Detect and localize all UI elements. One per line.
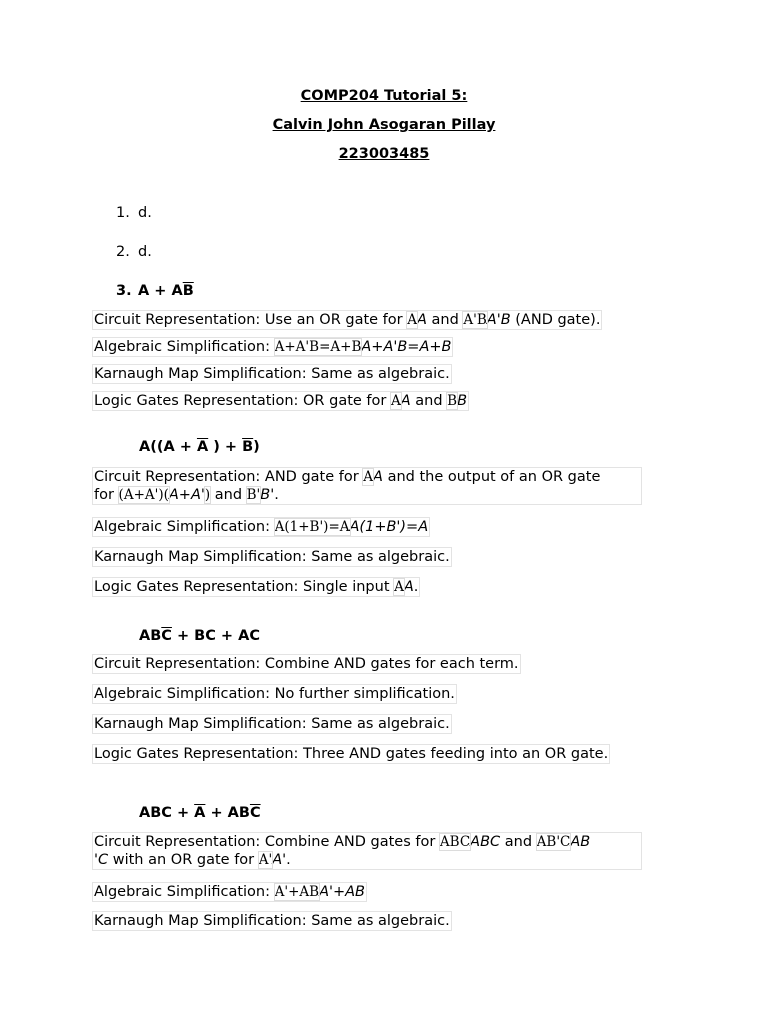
answer-1-text: d. [138,205,152,221]
expr1-heading [138,283,194,299]
answer-2-text: d. [138,244,152,260]
text-run: for [94,487,119,503]
expr2-part-e: ) [253,439,260,455]
expr3-heading [139,628,260,644]
text-run: (AND gate). [510,312,601,328]
math-italic-run: A' [272,852,287,868]
math-run: A'B [463,312,487,328]
expr3-part-c: + BC + AC [171,628,260,644]
math-run: AB'C [536,834,571,850]
math-italic-run: ABC [470,834,501,850]
math-run: ) [204,487,211,503]
text-run: with an OR gate for [108,852,259,868]
math-run: B' [246,487,261,503]
expr3-part-b: $\overline{C}$ [161,628,172,644]
math-italic-run: B' [260,487,275,503]
expr1-algebraic-line [93,338,452,356]
expr3-part-a: AB [139,628,162,644]
author-name: Calvin John Asogaran Pillay [272,117,496,133]
answer-1-number: 1. [116,205,130,221]
math-italic-run: A(1+B')=A [349,519,429,535]
expr4-part-a: ABC + [139,805,195,821]
expr2-part-d: $\overline{B}$ [242,439,254,455]
math-italic-run: AB [570,834,591,850]
expr2-algebraic-line [93,518,429,536]
math-italic-run: A+A'B=A+B [361,339,452,355]
answer-1 [116,205,152,221]
expr2-karnaugh-line: Karnaugh Map Simplification: Same as algebraic. [94,549,450,565]
math-italic-run: A [400,393,411,409]
q3-number: 3. [116,283,132,299]
math-run: A+A'B=A+B [274,339,362,355]
math-run: A'+AB [274,884,320,900]
math-run: A' [258,852,273,868]
expr2-gates-line [93,578,419,596]
text-run: . [274,487,279,503]
course-title: COMP204 Tutorial 5: [300,88,468,104]
expr1-part-a: A + A [138,283,183,299]
math-italic-run: A [416,312,427,328]
math-run: A [394,579,404,595]
text-run: and [426,312,464,328]
math-run: ABC [439,834,471,850]
text-run: Algebraic Simplification: [94,519,275,535]
math-italic-run: A [373,469,383,485]
expr2-part-a: A((A + [139,439,197,455]
math-italic-run: 'C [94,852,109,868]
math-italic-run: A [403,579,414,595]
text-run: and [210,487,247,503]
student-number: 223003485 [338,146,430,162]
text-run: Algebraic Simplification: [94,339,275,355]
math-run: A [363,469,374,485]
answer-2-number: 2. [116,244,130,260]
text-run: Algebraic Simplification: [94,884,275,900]
expr4-part-d: $\overline{C}$ [249,805,261,821]
expr4-part-b: $\overline{A}$ [194,805,206,821]
math-run: B [447,393,458,409]
math-italic-run: A'+AB [319,884,365,900]
expr2-part-b: $\overline{A}$ [196,439,209,455]
text-run: and [410,393,448,409]
expr4-karnaugh-line: Karnaugh Map Simplification: Same as algebraic. [94,913,450,929]
answer-2 [116,244,152,260]
q3-heading [116,283,194,299]
text-run: and the output of an OR gate [382,469,601,485]
text-run: Circuit Representation: Combine AND gates for [94,834,440,850]
expr4-circuit-line [93,833,641,869]
expr3-circuit-line: Circuit Representation: Combine AND gates for each term. [94,656,519,672]
math-italic-run: A+A' [168,487,205,503]
expr4-algebraic-line [93,883,366,901]
text-run: and [500,834,537,850]
expr2-part-c: ) + [208,439,243,455]
expr1-circuit-line [93,311,601,329]
text-run: . [413,579,419,595]
expr3-algebraic-line: Algebraic Simplification: No further simplification. [94,686,455,702]
expr2-heading [139,439,260,455]
expr2-circuit-line [93,468,641,504]
math-italic-run: B [457,393,468,409]
math-run: (A+A')( [118,487,169,503]
text-run: Circuit Representation: Use an OR gate for [94,312,408,328]
math-run: A [390,393,401,409]
text-run: Circuit Representation: AND gate for [94,469,364,485]
expr1-gates-line [93,392,468,410]
text-run: . [286,852,291,868]
math-run: A [407,312,417,328]
expr4-part-c: + AB [205,805,250,821]
math-italic-run: A'B [486,312,511,328]
expr1-part-b: $\overline{B}$ [182,283,194,299]
math-run: A(1+B')=A [274,519,350,535]
expr3-karnaugh-line: Karnaugh Map Simplification: Same as algebraic. [94,716,450,732]
text-run: Logic Gates Representation: OR gate for [94,393,391,409]
expr3-gates-line: Logic Gates Representation: Three AND gates feeding into an OR gate. [94,746,609,762]
expr1-karnaugh-line: Karnaugh Map Simplification: Same as algebraic. [94,366,450,382]
text-run: Logic Gates Representation: Single input [94,579,395,595]
expr4-heading [139,805,261,821]
